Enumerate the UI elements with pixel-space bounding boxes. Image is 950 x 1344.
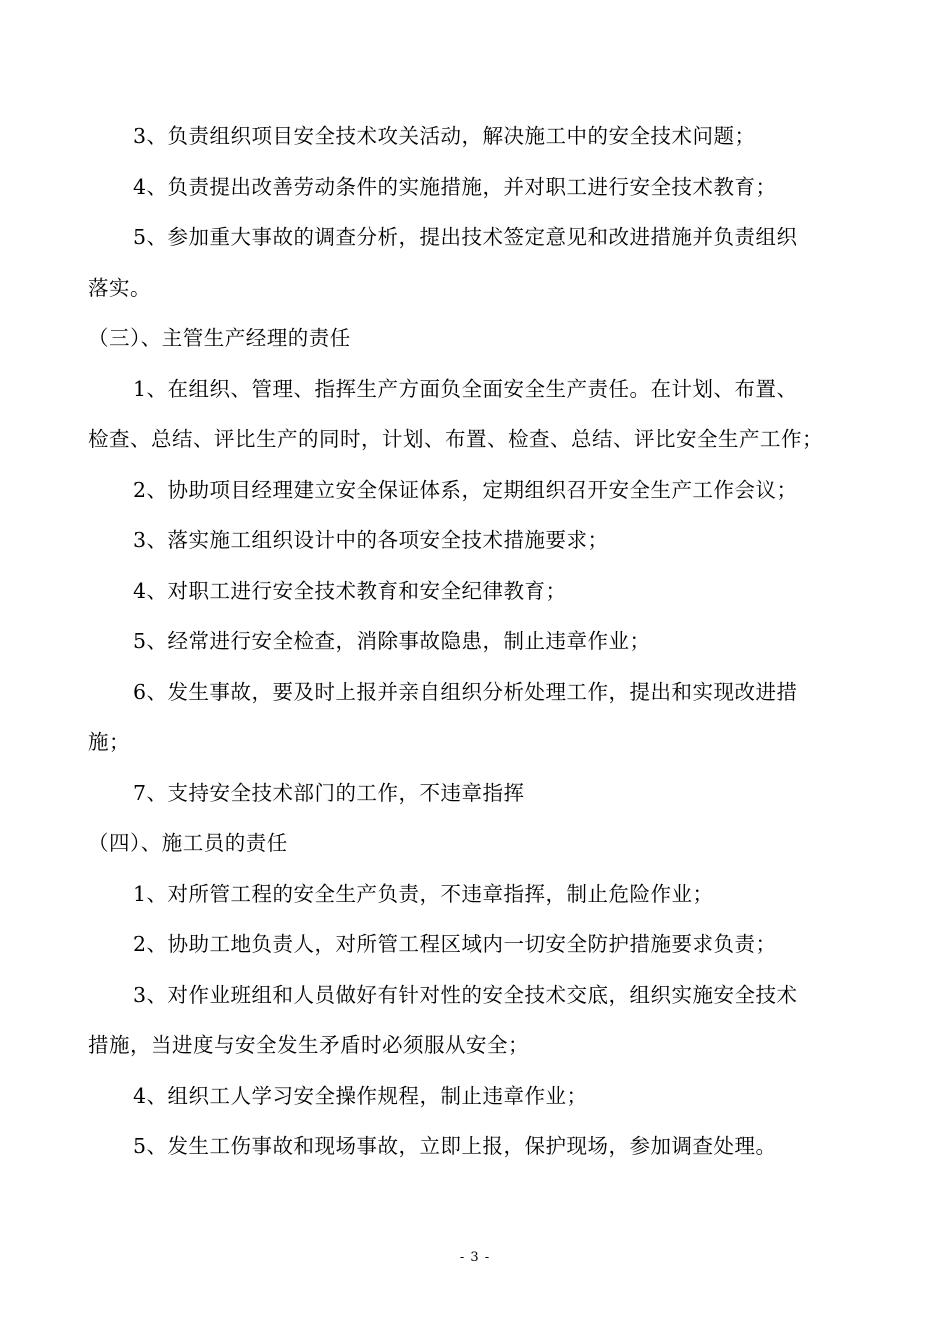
item-2-assist-site-leader: 2、协助工地负责人，对所管工程区域内一切安全防护措施要求负责； [133, 932, 777, 956]
item-4-staff-education: 4、对职工进行安全技术教育和安全纪律教育； [133, 579, 567, 603]
item-4-improve-labor-conditions: 4、负责提出改善劳动条件的实施措施，并对职工进行安全技术教育； [133, 175, 777, 199]
item-3-technical-briefing: 3、对作业班组和人员做好有针对性的安全技术交底，组织实施安全技术 [133, 983, 798, 1007]
item-2-safety-system: 2、协助项目经理建立安全保证体系，定期组织召开安全生产工作会议； [133, 478, 798, 502]
item-6-continuation: 施； [88, 730, 130, 754]
page-number: - 3 - [459, 1250, 491, 1265]
item-3-implement-measures: 3、落实施工组织设计中的各项安全技术措施要求； [133, 528, 609, 552]
item-3-safety-tech-research: 3、负责组织项目安全技术攻关活动，解决施工中的安全技术问题； [133, 124, 756, 148]
item-1-overall-responsibility: 1、在组织、管理、指挥生产方面负全面安全生产责任。在计划、布置、 [133, 377, 798, 401]
item-1-project-safety: 1、对所管工程的安全生产负责，不违章指挥，制止危险作业； [133, 882, 714, 906]
item-4-worker-training: 4、组织工人学习安全操作规程，制止违章作业； [133, 1084, 588, 1108]
section-heading-production-manager: （三）、主管生产经理的责任 [88, 326, 351, 350]
item-5-injury-reporting: 5、发生工伤事故和现场事故，立即上报，保护现场，参加调查处理。 [133, 1134, 777, 1158]
item-5-accident-investigation: 5、参加重大事故的调查分析，提出技术签定意见和改进措施并负责组织 [133, 225, 798, 249]
item-3-continuation: 措施，当进度与安全发生矛盾时必须服从安全； [88, 1033, 529, 1057]
item-6-accident-reporting: 6、发生事故，要及时上报并亲自组织分析处理工作，提出和实现改进措 [133, 680, 798, 704]
section-heading-construction-worker: （四）、施工员的责任 [88, 831, 288, 855]
item-1-continuation: 检查、总结、评比生产的同时，计划、布置、检查、总结、评比安全生产工作； [88, 427, 823, 451]
item-5-safety-inspection: 5、经常进行安全检查，消除事故隐患，制止违章作业； [133, 629, 651, 653]
item-5-continuation: 落实。 [88, 276, 151, 300]
item-7-support-safety-dept: 7、支持安全技术部门的工作，不违章指挥 [133, 781, 525, 805]
